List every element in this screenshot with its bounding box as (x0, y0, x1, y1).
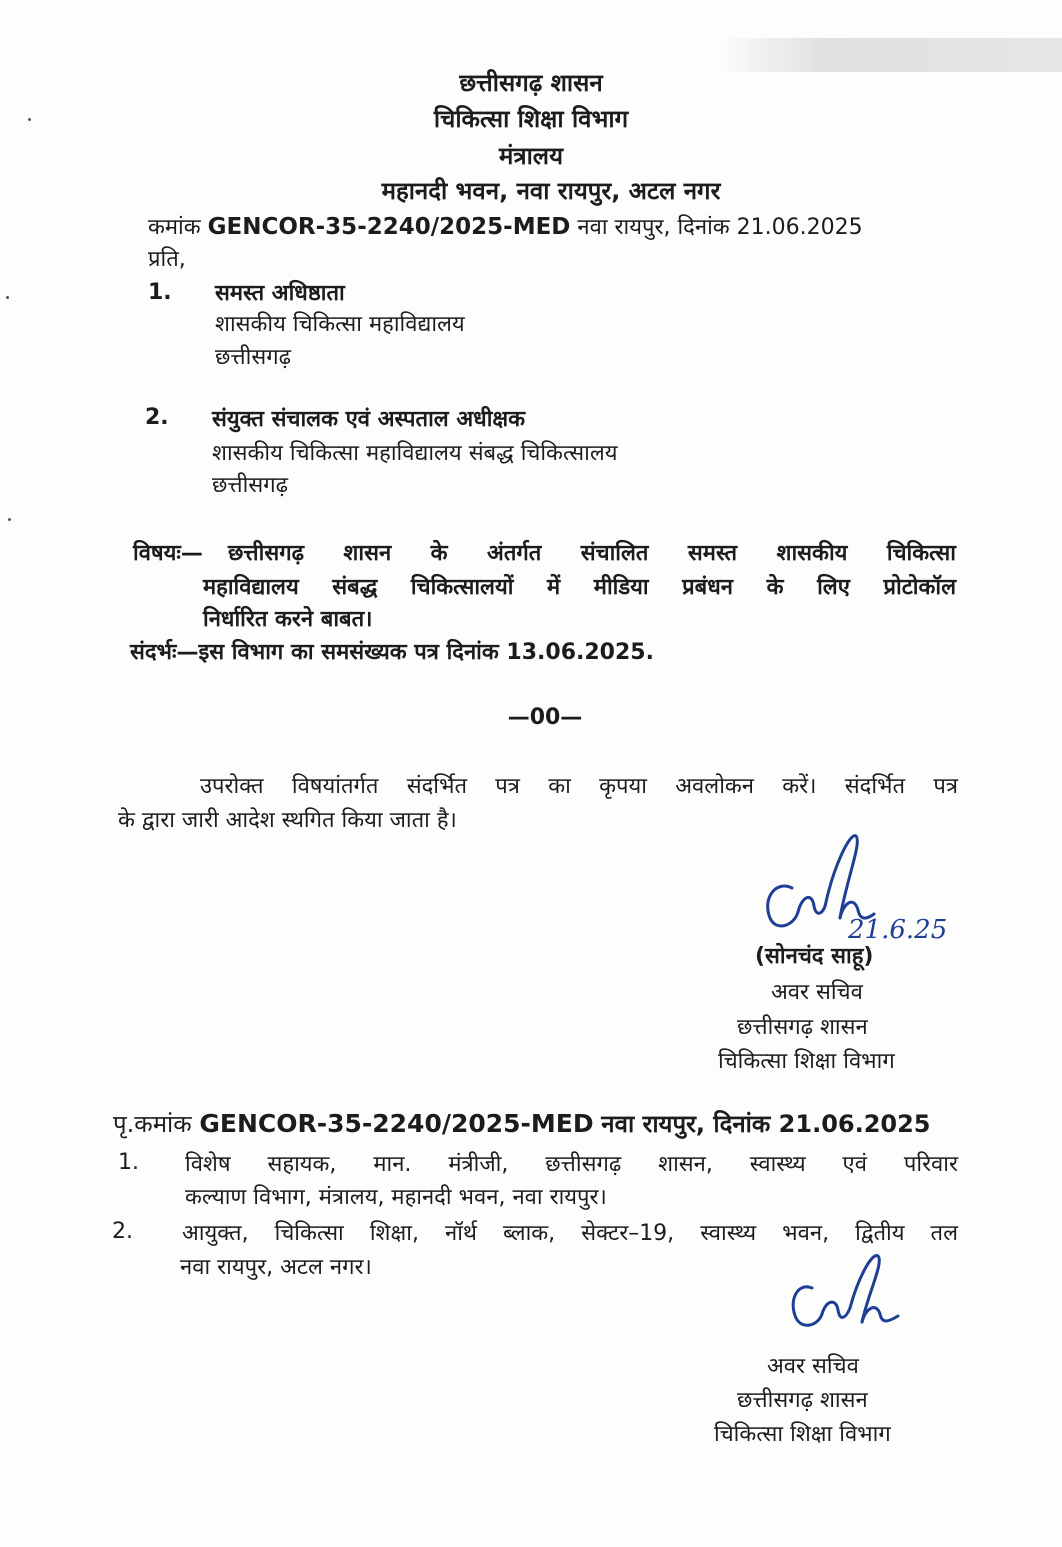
signature-date: 21.6.25 (848, 915, 948, 945)
body-line: के द्वारा जारी आदेश स्थगित किया जाता है। (118, 808, 457, 833)
signatory-designation: अवर सचिव (771, 980, 863, 1005)
body-line: उपरोक्त विषयांतर्गत संदर्भित पत्र का कृपया अवलोकन करें। संदर्भित पत्र (200, 774, 958, 799)
subject-line: छत्तीसगढ़ शासन के अंतर्गत संचालित समस्त शासकीय चिकित्सा (228, 541, 956, 566)
endorsement-number: GENCOR-35-2240/2025-MED (199, 1109, 594, 1138)
copy-number: 2. (112, 1219, 133, 1244)
header-address: महानदी भवन, नवा रायपुर, अटल नगर (381, 177, 721, 205)
recipient-line: छत्तीसगढ़ (215, 345, 291, 370)
signatory-org: छत्तीसगढ़ शासन (737, 1015, 868, 1040)
header-ministry: मंत्रालय (498, 142, 563, 170)
signatory-designation: अवर सचिव (767, 1354, 859, 1379)
recipient-title: संयुक्त संचालक एवं अस्पताल अधीक्षक (212, 407, 526, 432)
signature-image (780, 1248, 930, 1348)
ref-place-date: नवा रायपुर, दिनांक 21.06.2025 (577, 215, 863, 240)
subject-label: विषयः— (133, 541, 203, 566)
reference-text: इस विभाग का समसंख्यक पत्र दिनांक 13.06.2025. (198, 640, 654, 665)
copy-line: कल्याण विभाग, मंत्रालय, महानदी भवन, नवा रायपुर। (185, 1185, 607, 1210)
endorsement-place-date: नवा रायपुर, दिनांक 21.06.2025 (601, 1110, 931, 1138)
endorsement-reference (113, 1107, 931, 1140)
copy-line: नवा रायपुर, अटल नगर। (180, 1255, 372, 1280)
signatory-org: छत्तीसगढ़ शासन (737, 1388, 868, 1413)
letter-reference (148, 211, 863, 241)
reference-line (130, 636, 654, 666)
recipient-number: 1. (148, 280, 172, 305)
separator: —00— (507, 705, 583, 730)
recipient-line: शासकीय चिकित्सा महाविद्यालय (215, 312, 465, 337)
scan-speck (8, 518, 11, 521)
recipient-title: समस्त अधिष्ठाता (215, 281, 345, 306)
subject-line: महाविद्यालय संबद्ध चिकित्सालयों में मीडिया प्रबंधन के लिए प्रोटोकॉल (203, 575, 956, 600)
ref-prefix: कमांक (148, 215, 201, 240)
signatory-dept: चिकित्सा शिक्षा विभाग (714, 1422, 891, 1447)
reference-label: संदर्भः— (130, 640, 199, 665)
recipient-number: 2. (145, 405, 169, 430)
to-label: प्रति, (148, 247, 186, 272)
signatory-dept: चिकित्सा शिक्षा विभाग (718, 1049, 895, 1074)
subject-line: निर्धारित करने बाबत। (203, 607, 373, 632)
copy-number: 1. (118, 1150, 139, 1175)
endorsement-prefix: पृ.कमांक (113, 1110, 192, 1138)
header-government: छत्तीसगढ़ शासन (459, 69, 603, 97)
scan-speck (6, 296, 9, 299)
signature-image (740, 822, 980, 952)
copy-line: आयुक्त, चिकित्सा शिक्षा, नॉर्थ ब्लाक, सेक्टर–19, स्वास्थ्य भवन, द्वितीय तल (182, 1221, 958, 1246)
ref-number: GENCOR-35-2240/2025-MED (207, 214, 571, 240)
recipient-line: शासकीय चिकित्सा महाविद्यालय संबद्ध चिकित्सालय (212, 441, 618, 466)
copy-line: विशेष सहायक, मान. मंत्रीजी, छत्तीसगढ़ शासन, स्वास्थ्य एवं परिवार (185, 1152, 958, 1177)
recipient-line: छत्तीसगढ़ (212, 473, 288, 498)
signatory-name: (सोनचंद साहू) (755, 944, 874, 969)
header-department: चिकित्सा शिक्षा विभाग (433, 105, 629, 133)
